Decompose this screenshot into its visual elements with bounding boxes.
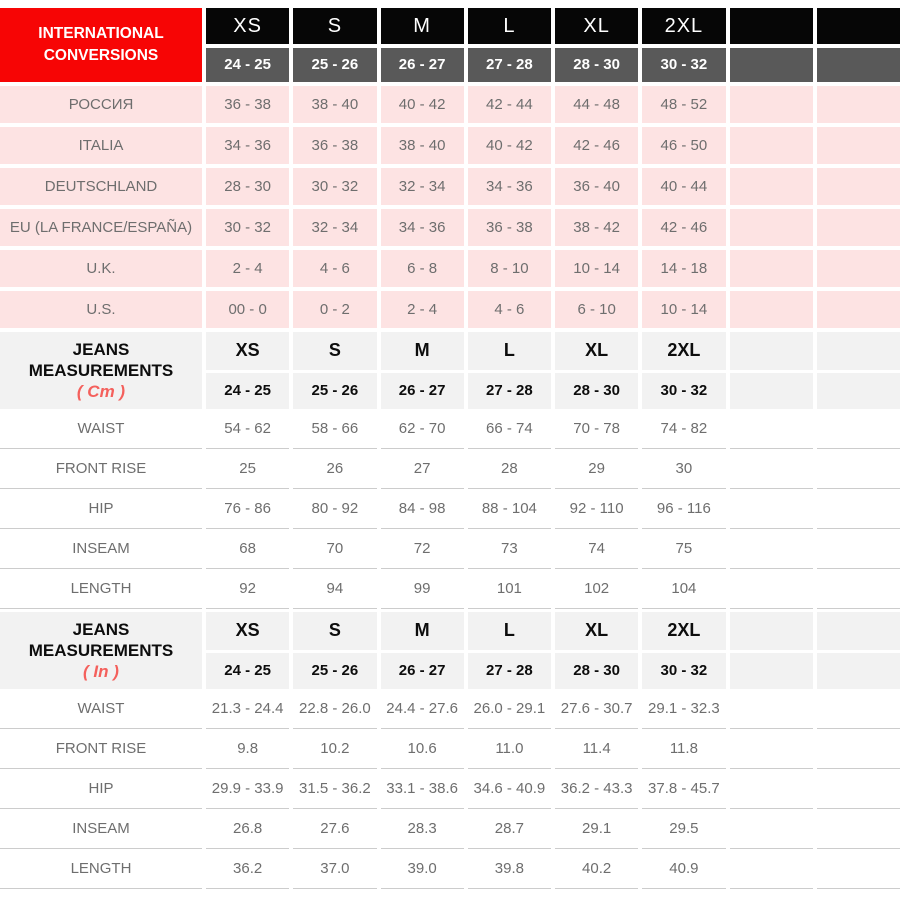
measurement-label: LENGTH (0, 569, 202, 609)
region-label: РОССИЯ (0, 86, 202, 123)
empty-value-cell (817, 809, 900, 849)
measurement-value-cell: 27.6 (293, 809, 376, 849)
measurement-value-cell: 28.3 (381, 809, 464, 849)
size-value-cell: 36 - 40 (555, 168, 638, 205)
empty-value-cell (730, 569, 813, 609)
measurement-value-cell: 80 - 92 (293, 489, 376, 529)
measurement-value-cell: 11.4 (555, 729, 638, 769)
size-value-cell: 6 - 8 (381, 250, 464, 287)
measurement-value-cell: 26.0 - 29.1 (468, 689, 551, 729)
measurement-value-cell: 40.2 (555, 849, 638, 889)
measurement-value-cell: 39.8 (468, 849, 551, 889)
empty-header-cell (817, 332, 900, 370)
empty-value-cell (817, 168, 900, 205)
measurement-value-cell: 28.7 (468, 809, 551, 849)
empty-value-cell (817, 86, 900, 123)
measurement-value-cell: 92 - 110 (555, 489, 638, 529)
size-column-header: M (381, 8, 464, 44)
jeans-section-title (0, 332, 202, 409)
empty-header-cell (817, 8, 900, 44)
jeans-title-line: JEANS (72, 619, 130, 639)
empty-header-cell (730, 612, 813, 650)
measurement-label: LENGTH (0, 849, 202, 889)
measurement-value-cell: 104 (642, 569, 725, 609)
size-column-header: XS (206, 332, 289, 370)
size-value-cell: 14 - 18 (642, 250, 725, 287)
measurement-value-cell: 74 - 82 (642, 409, 725, 449)
size-column-header: XS (206, 612, 289, 650)
measurement-value-cell: 29.5 (642, 809, 725, 849)
empty-value-cell (817, 250, 900, 287)
size-value-cell: 00 - 0 (206, 291, 289, 328)
size-value-cell: 36 - 38 (206, 86, 289, 123)
empty-value-cell (817, 769, 900, 809)
size-value-cell: 38 - 40 (381, 127, 464, 164)
table-title-line: CONVERSIONS (43, 47, 159, 64)
size-value-cell: 44 - 48 (555, 86, 638, 123)
region-label: U.S. (0, 291, 202, 328)
size-value-cell: 2 - 4 (381, 291, 464, 328)
measurement-value-cell: 25 (206, 449, 289, 489)
measurement-value-cell: 10.6 (381, 729, 464, 769)
measurement-value-cell: 54 - 62 (206, 409, 289, 449)
empty-value-cell (730, 409, 813, 449)
size-value-cell: 46 - 50 (642, 127, 725, 164)
size-value-cell: 2 - 4 (206, 250, 289, 287)
empty-value-cell (730, 86, 813, 123)
size-value-cell: 4 - 6 (293, 250, 376, 287)
measurement-value-cell: 68 (206, 529, 289, 569)
jeans-measurements-in-header (0, 612, 900, 689)
measurement-value-cell: 29.9 - 33.9 (206, 769, 289, 809)
measurement-value-cell: 37.8 - 45.7 (642, 769, 725, 809)
table-title-line: INTERNATIONAL (38, 25, 164, 43)
size-value-cell: 38 - 40 (293, 86, 376, 123)
unit-label: ( Cm ) (76, 382, 126, 402)
size-value-cell: 4 - 6 (468, 291, 551, 328)
jeans-title-line: MEASUREMENTS (28, 360, 174, 380)
measurement-value-cell: 75 (642, 529, 725, 569)
size-value-cell: 34 - 36 (381, 209, 464, 246)
size-range-subheader: 28 - 30 (555, 48, 638, 82)
measurement-value-cell: 88 - 104 (468, 489, 551, 529)
measurement-value-cell: 96 - 116 (642, 489, 725, 529)
measurement-label: INSEAM (0, 529, 202, 569)
size-range-subheader: 26 - 27 (381, 653, 464, 689)
size-range-subheader: 24 - 25 (206, 373, 289, 409)
size-value-cell: 42 - 46 (642, 209, 725, 246)
size-value-cell: 40 - 42 (468, 127, 551, 164)
international-conversions-table (0, 8, 900, 328)
empty-value-cell (817, 849, 900, 889)
measurement-label: FRONT RISE (0, 449, 202, 489)
size-column-header: L (468, 332, 551, 370)
table-title (0, 8, 202, 82)
measurement-value-cell: 76 - 86 (206, 489, 289, 529)
empty-value-cell (730, 849, 813, 889)
empty-value-cell (730, 127, 813, 164)
size-range-subheader: 26 - 27 (381, 48, 464, 82)
size-value-cell: 38 - 42 (555, 209, 638, 246)
size-column-header: S (293, 612, 376, 650)
measurement-value-cell: 33.1 - 38.6 (381, 769, 464, 809)
measurement-label: HIP (0, 489, 202, 529)
size-column-header: XL (555, 332, 638, 370)
empty-value-cell (730, 209, 813, 246)
size-range-subheader: 25 - 26 (293, 48, 376, 82)
jeans-measurements-cm-table (0, 409, 900, 609)
empty-value-cell (730, 769, 813, 809)
empty-value-cell (730, 291, 813, 328)
empty-value-cell (817, 489, 900, 529)
empty-header-cell (817, 612, 900, 650)
size-column-header: XS (206, 8, 289, 44)
size-value-cell: 10 - 14 (555, 250, 638, 287)
jeans-section-title (0, 612, 202, 689)
measurement-value-cell: 58 - 66 (293, 409, 376, 449)
size-value-cell: 34 - 36 (206, 127, 289, 164)
size-column-header: 2XL (642, 8, 725, 44)
empty-value-cell (730, 529, 813, 569)
size-column-header: XL (555, 612, 638, 650)
measurement-value-cell: 10.2 (293, 729, 376, 769)
size-range-subheader: 28 - 30 (555, 373, 638, 409)
size-value-cell: 10 - 14 (642, 291, 725, 328)
empty-subheader-cell (730, 48, 813, 82)
region-label: DEUTSCHLAND (0, 168, 202, 205)
empty-value-cell (730, 489, 813, 529)
measurement-value-cell: 73 (468, 529, 551, 569)
size-range-subheader: 24 - 25 (206, 653, 289, 689)
measurement-value-cell: 27.6 - 30.7 (555, 689, 638, 729)
measurement-value-cell: 74 (555, 529, 638, 569)
size-range-subheader: 30 - 32 (642, 373, 725, 409)
size-range-subheader: 25 - 26 (293, 653, 376, 689)
size-value-cell: 42 - 44 (468, 86, 551, 123)
size-range-subheader: 25 - 26 (293, 373, 376, 409)
measurement-value-cell: 70 - 78 (555, 409, 638, 449)
size-column-header: S (293, 8, 376, 44)
unit-label: ( In ) (83, 662, 119, 682)
size-column-header: M (381, 332, 464, 370)
size-column-header: 2XL (642, 332, 725, 370)
measurement-value-cell: 26 (293, 449, 376, 489)
measurement-label: HIP (0, 769, 202, 809)
size-value-cell: 28 - 30 (206, 168, 289, 205)
jeans-title-line: MEASUREMENTS (28, 640, 174, 660)
empty-value-cell (730, 729, 813, 769)
measurement-value-cell: 37.0 (293, 849, 376, 889)
size-column-header: XL (555, 8, 638, 44)
size-column-header: S (293, 332, 376, 370)
region-label: U.K. (0, 250, 202, 287)
empty-value-cell (817, 569, 900, 609)
measurement-value-cell: 92 (206, 569, 289, 609)
size-value-cell: 32 - 34 (381, 168, 464, 205)
size-range-subheader: 27 - 28 (468, 48, 551, 82)
measurement-value-cell: 102 (555, 569, 638, 609)
measurement-value-cell: 94 (293, 569, 376, 609)
measurement-value-cell: 22.8 - 26.0 (293, 689, 376, 729)
measurement-value-cell: 11.8 (642, 729, 725, 769)
size-column-header: 2XL (642, 612, 725, 650)
measurement-value-cell: 21.3 - 24.4 (206, 689, 289, 729)
measurement-value-cell: 9.8 (206, 729, 289, 769)
measurement-value-cell: 101 (468, 569, 551, 609)
size-value-cell: 42 - 46 (555, 127, 638, 164)
jeans-measurements-in-table (0, 689, 900, 889)
size-range-subheader: 27 - 28 (468, 373, 551, 409)
empty-value-cell (730, 809, 813, 849)
measurement-value-cell: 62 - 70 (381, 409, 464, 449)
size-value-cell: 34 - 36 (468, 168, 551, 205)
measurement-value-cell: 72 (381, 529, 464, 569)
measurement-value-cell: 29.1 (555, 809, 638, 849)
size-value-cell: 30 - 32 (293, 168, 376, 205)
measurement-value-cell: 39.0 (381, 849, 464, 889)
measurement-value-cell: 34.6 - 40.9 (468, 769, 551, 809)
size-value-cell: 40 - 44 (642, 168, 725, 205)
size-range-subheader: 26 - 27 (381, 373, 464, 409)
measurement-value-cell: 29.1 - 32.3 (642, 689, 725, 729)
size-value-cell: 40 - 42 (381, 86, 464, 123)
size-range-subheader: 30 - 32 (642, 48, 725, 82)
measurement-label: WAIST (0, 409, 202, 449)
size-value-cell: 36 - 38 (293, 127, 376, 164)
region-label: EU (LA FRANCE/ESPAÑA) (0, 209, 202, 246)
size-column-header: L (468, 8, 551, 44)
measurement-value-cell: 24.4 - 27.6 (381, 689, 464, 729)
size-range-subheader: 24 - 25 (206, 48, 289, 82)
measurement-value-cell: 70 (293, 529, 376, 569)
measurement-value-cell: 11.0 (468, 729, 551, 769)
measurement-value-cell: 26.8 (206, 809, 289, 849)
empty-value-cell (817, 729, 900, 769)
empty-subheader-cell (817, 373, 900, 409)
empty-value-cell (730, 250, 813, 287)
empty-value-cell (817, 291, 900, 328)
size-value-cell: 6 - 10 (555, 291, 638, 328)
measurement-label: FRONT RISE (0, 729, 202, 769)
measurement-value-cell: 28 (468, 449, 551, 489)
empty-value-cell (817, 127, 900, 164)
measurement-value-cell: 40.9 (642, 849, 725, 889)
empty-subheader-cell (730, 373, 813, 409)
size-column-header: M (381, 612, 464, 650)
empty-subheader-cell (817, 48, 900, 82)
size-range-subheader: 30 - 32 (642, 653, 725, 689)
empty-subheader-cell (817, 653, 900, 689)
measurement-value-cell: 66 - 74 (468, 409, 551, 449)
empty-value-cell (817, 529, 900, 569)
size-value-cell: 0 - 2 (293, 291, 376, 328)
measurement-value-cell: 31.5 - 36.2 (293, 769, 376, 809)
region-label: ITALIA (0, 127, 202, 164)
empty-value-cell (817, 409, 900, 449)
empty-value-cell (730, 689, 813, 729)
measurement-value-cell: 27 (381, 449, 464, 489)
measurement-value-cell: 36.2 - 43.3 (555, 769, 638, 809)
jeans-measurements-cm-header (0, 332, 900, 409)
size-range-subheader: 28 - 30 (555, 653, 638, 689)
size-column-header: L (468, 612, 551, 650)
size-value-cell: 8 - 10 (468, 250, 551, 287)
empty-value-cell (730, 449, 813, 489)
empty-value-cell (817, 689, 900, 729)
measurement-label: WAIST (0, 689, 202, 729)
empty-value-cell (817, 209, 900, 246)
measurement-value-cell: 30 (642, 449, 725, 489)
size-value-cell: 32 - 34 (293, 209, 376, 246)
jeans-title-line: JEANS (72, 339, 130, 359)
measurement-value-cell: 84 - 98 (381, 489, 464, 529)
empty-value-cell (817, 449, 900, 489)
size-value-cell: 48 - 52 (642, 86, 725, 123)
empty-value-cell (730, 168, 813, 205)
measurement-value-cell: 99 (381, 569, 464, 609)
size-value-cell: 36 - 38 (468, 209, 551, 246)
measurement-label: INSEAM (0, 809, 202, 849)
empty-subheader-cell (730, 653, 813, 689)
empty-header-cell (730, 332, 813, 370)
size-value-cell: 30 - 32 (206, 209, 289, 246)
measurement-value-cell: 29 (555, 449, 638, 489)
measurement-value-cell: 36.2 (206, 849, 289, 889)
empty-header-cell (730, 8, 813, 44)
size-range-subheader: 27 - 28 (468, 653, 551, 689)
